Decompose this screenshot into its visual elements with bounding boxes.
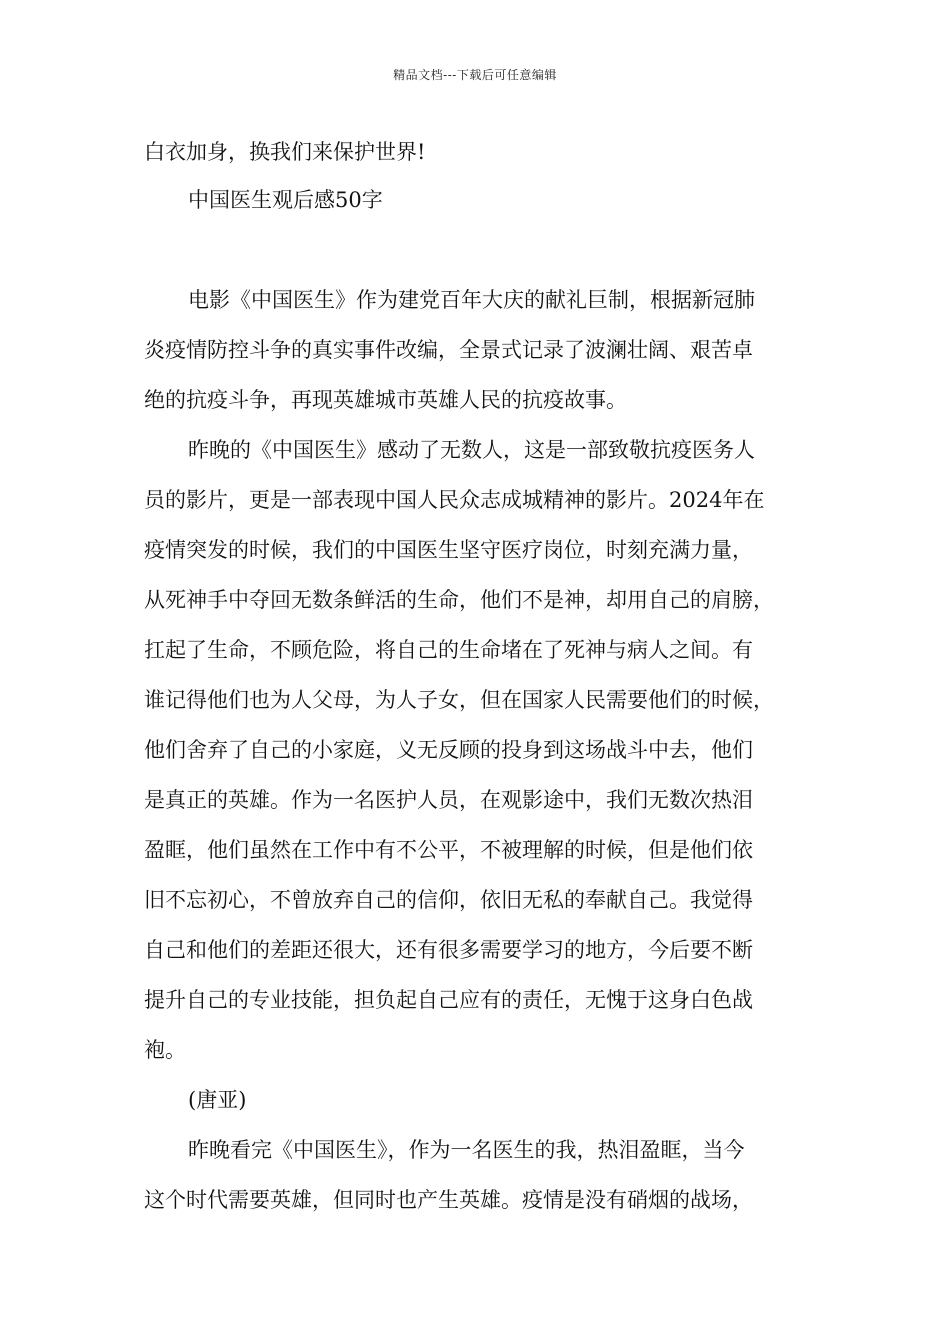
text-line: 昨晚的《中国医生》感动了无数人，这是一部致敬抗疫医务人 — [188, 438, 755, 462]
text-line: 他们舍弃了自己的小家庭，义无反顾的投身到这场战斗中去，他们 — [144, 738, 753, 762]
text-line: 炎疫情防控斗争的真实事件改编，全景式记录了波澜壮阔、艰苦卓 — [144, 338, 753, 362]
author-attribution: (唐亚) — [188, 1088, 247, 1112]
text-line: 自己和他们的差距还很大，还有很多需要学习的地方，今后要不断 — [144, 938, 753, 962]
page-header: 精品文档---下载后可任意编辑 — [393, 68, 557, 82]
text-line: 这个时代需要英雄，但同时也产生英雄。疫情是没有硝烟的战场， — [144, 1188, 753, 1212]
text-line: 白衣加身，换我们来保护世界! — [144, 140, 426, 164]
text-line: 员的影片，更是一部表现中国人民众志成城精神的影片。2024年在 — [144, 488, 765, 512]
text-line: 谁记得他们也为人父母，为人子女，但在国家人民需要他们的时候， — [144, 688, 774, 712]
section-title: 中国医生观后感50字 — [188, 188, 383, 212]
text-line: 从死神手中夺回无数条鲜活的生命，他们不是神，却用自己的肩膀， — [144, 588, 774, 612]
text-line: 旧不忘初心，不曾放弃自己的信仰，依旧无私的奉献自己。我觉得 — [144, 888, 753, 912]
text-line: 昨晚看完《中国医生》，作为一名医生的我，热泪盈眶，当今 — [188, 1138, 745, 1162]
text-line: 提升自己的专业技能，担负起自己应有的责任，无愧于这身白色战 — [144, 988, 753, 1012]
text-line: 电影《中国医生》作为建党百年大庆的献礼巨制，根据新冠肺 — [188, 288, 755, 312]
text-line: 扛起了生命，不顾危险，将自己的生命堵在了死神与病人之间。有 — [144, 638, 753, 662]
text-line: 绝的抗疫斗争，再现英雄城市英雄人民的抗疫故事。 — [144, 388, 627, 412]
text-line: 疫情突发的时候，我们的中国医生坚守医疗岗位，时刻充满力量， — [144, 538, 753, 562]
text-line: 袍。 — [144, 1038, 186, 1062]
text-line: 是真正的英雄。作为一名医护人员，在观影途中，我们无数次热泪 — [144, 788, 753, 812]
text-line: 盈眶，他们虽然在工作中有不公平，不被理解的时候，但是他们依 — [144, 838, 753, 862]
